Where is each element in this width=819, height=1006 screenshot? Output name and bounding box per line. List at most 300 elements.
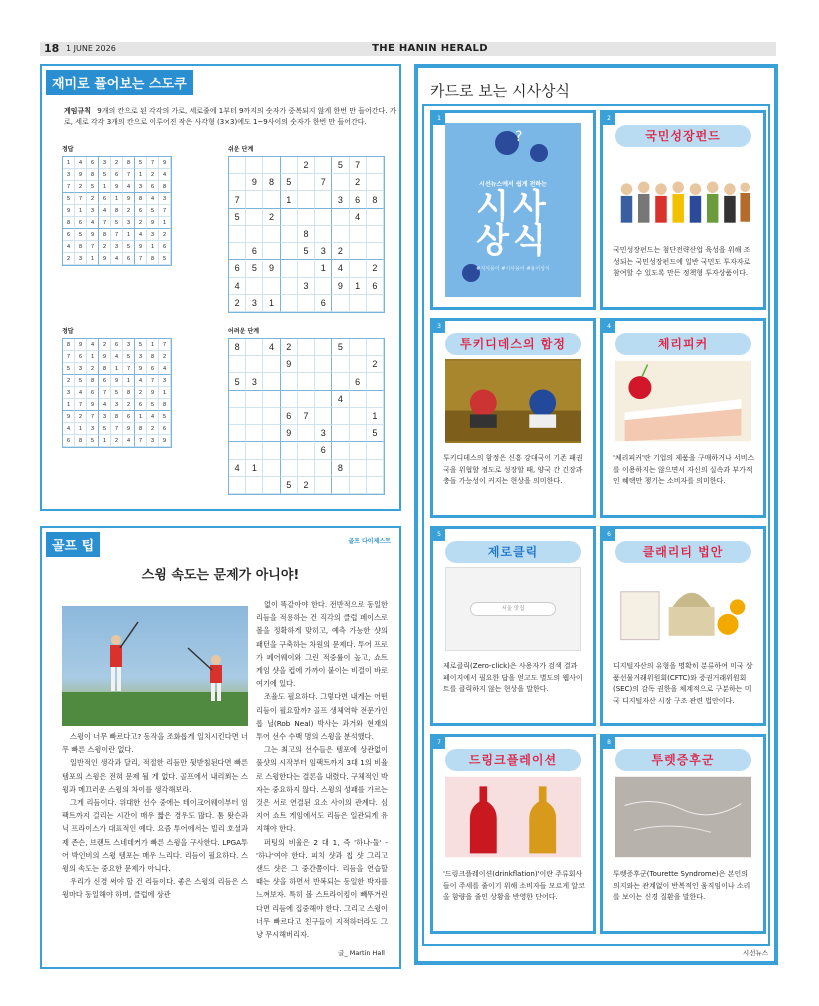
sudoku-cell: 6 <box>229 260 246 277</box>
sudoku-cell <box>281 442 298 459</box>
sudoku-cell: 7 <box>63 181 75 193</box>
card-image-bottles <box>445 775 581 859</box>
sudoku-cell <box>229 243 246 260</box>
sudoku-cell: 4 <box>350 209 367 226</box>
sudoku-cell: 2 <box>111 435 123 447</box>
sudoku-cell: 1 <box>111 363 123 375</box>
sudoku-cell: 4 <box>87 217 99 229</box>
sudoku-cell: 5 <box>281 174 298 191</box>
newspaper-name: THE HANIN HERALD <box>372 43 488 54</box>
sudoku-cell: 7 <box>159 205 171 217</box>
sudoku-cell: 6 <box>350 191 367 208</box>
sudoku-section <box>40 64 401 511</box>
sudoku-cell: 8 <box>135 193 147 205</box>
sudoku-cell <box>263 477 280 494</box>
sudoku-cell: 6 <box>281 408 298 425</box>
sudoku-cell <box>281 260 298 277</box>
golf-paragraph: 스윙이 너무 빠르다고? 동작을 조화롭게 일치시킨다면 너무 빠른 스윙이란 없다. <box>62 732 248 755</box>
sudoku-cell: 5 <box>246 260 263 277</box>
sudoku-cell: 2 <box>123 399 135 411</box>
sudoku-cell: 6 <box>123 411 135 423</box>
sudoku-cell <box>350 260 367 277</box>
sudoku-cell <box>367 391 384 408</box>
sudoku-cell: 4 <box>147 411 159 423</box>
card-description: 투키디데스의 함정은 신흥 강대국이 기존 패권국을 위협할 정도로 성장할 때, 양국 간 긴장과 충돌 가능성이 커지는 현상을 의미한다. <box>443 454 583 485</box>
sudoku-cell: 3 <box>135 181 147 193</box>
sudoku-cell: 1 <box>315 260 332 277</box>
sudoku-cell: 5 <box>111 217 123 229</box>
sudoku-cell: 8 <box>111 205 123 217</box>
sudoku-cell: 9 <box>111 181 123 193</box>
sudoku-cell: 8 <box>99 229 111 241</box>
sudoku-cell: 6 <box>63 435 75 447</box>
card-image-cake <box>615 359 751 443</box>
sudoku-cell: 1 <box>263 295 280 312</box>
sudoku-cell: 7 <box>123 363 135 375</box>
card-number: 7 <box>433 737 445 749</box>
sudoku-cell: 1 <box>147 339 159 351</box>
sudoku-cell: 3 <box>63 169 75 181</box>
sudoku-cell: 8 <box>135 423 147 435</box>
card-title: 투키디데스의 함정 <box>445 333 581 355</box>
sudoku-cell: 7 <box>111 229 123 241</box>
answer-label-1: 정답 <box>62 146 74 153</box>
sudoku-cell: 9 <box>147 387 159 399</box>
sudoku-cell: 7 <box>315 174 332 191</box>
page-header <box>40 42 776 56</box>
card-1 <box>430 110 596 310</box>
card-4 <box>600 318 766 518</box>
sudoku-cell: 9 <box>75 339 87 351</box>
sudoku-cell <box>263 460 280 477</box>
sudoku-cell: 7 <box>111 423 123 435</box>
sudoku-cell <box>229 157 246 174</box>
sudoku-cell: 7 <box>99 387 111 399</box>
sudoku-cell <box>350 243 367 260</box>
sudoku-cell <box>315 226 332 243</box>
sudoku-cell: 4 <box>111 253 123 265</box>
sudoku-cell: 5 <box>229 209 246 226</box>
sudoku-cell <box>367 174 384 191</box>
card-image-capitol <box>615 567 751 651</box>
sudoku-cell: 1 <box>87 253 99 265</box>
sudoku-cell: 3 <box>315 243 332 260</box>
sudoku-cell: 7 <box>123 169 135 181</box>
sudoku-cell: 4 <box>229 460 246 477</box>
sudoku-cell: 2 <box>147 423 159 435</box>
card-number: 1 <box>433 113 445 125</box>
sudoku-cell: 9 <box>87 229 99 241</box>
sudoku-cell: 2 <box>87 363 99 375</box>
sudoku-cell: 4 <box>159 363 171 375</box>
card-description: '드링크플레이션(drinkflation)'이란 주류회사들이 주세를 줄이기 위해 소비자들 모르게 알코올 함량을 줄인 상황을 반영한 단어다. <box>443 870 585 901</box>
sudoku-cell: 1 <box>87 351 99 363</box>
sudoku-cell <box>332 425 349 442</box>
sudoku-cell: 2 <box>281 339 298 356</box>
sudoku-answer-grid-1 <box>62 156 172 266</box>
sudoku-rules <box>64 106 404 128</box>
golf-source: 골프 다이제스트 <box>348 538 391 545</box>
sudoku-cell: 9 <box>87 399 99 411</box>
golf-swing-photo <box>62 606 248 726</box>
sudoku-cell: 2 <box>159 229 171 241</box>
sudoku-cell: 9 <box>99 351 111 363</box>
card-5 <box>430 526 596 726</box>
sudoku-cell: 6 <box>135 399 147 411</box>
sudoku-cell: 2 <box>99 339 111 351</box>
sudoku-cell: 6 <box>315 442 332 459</box>
card-number: 4 <box>603 321 615 333</box>
sudoku-cell <box>281 460 298 477</box>
sudoku-cell: 6 <box>99 193 111 205</box>
sudoku-cell: 3 <box>246 295 263 312</box>
sudoku-cell: 5 <box>159 411 171 423</box>
sudoku-cell: 1 <box>350 278 367 295</box>
golf-paragraph: 그게 리듬이다. 위대한 선수 중에는 테이크어웨이부터 임팩트까지 걸리는 시간이 매우 짧은 경우도 많다. 톰 왓슨과 닉 프라이스가 대표적인 예다. 요즘 투어에서는 빌리 호셜과 제 존슨, 브랜트 스네데커가 빠른 스윙을 구사한다. LPGA투어 박인비의 스윙 템포는 매우 느리다. 리듬이 필요하다. 스윙의 속도는 중요한 문제가 아니다. <box>62 798 248 874</box>
sudoku-cell <box>332 226 349 243</box>
issue-date: 1 JUNE 2026 <box>66 44 116 53</box>
card-image-people <box>615 151 751 235</box>
sudoku-cell: 5 <box>147 399 159 411</box>
sudoku-cell: 7 <box>229 191 246 208</box>
sudoku-cell: 3 <box>99 157 111 169</box>
sudoku-cell: 6 <box>75 217 87 229</box>
sudoku-cell: 2 <box>63 253 75 265</box>
sudoku-cell <box>263 278 280 295</box>
search-box: 서울 맛집 <box>470 602 556 616</box>
sudoku-cell: 7 <box>159 339 171 351</box>
sudoku-cell: 8 <box>367 191 384 208</box>
sudoku-cell: 7 <box>75 399 87 411</box>
sudoku-cell <box>315 356 332 373</box>
golf-paragraph: 조율도 필요하다. 그렇다면 내게는 어떤 리듬이 필요할까? 골프 생체역학 전문가인 롭 닐(Rob Neal) 박사는 과거와 현재의 투어 선수 수백 명의 스윙을 분석했다. <box>256 692 388 742</box>
cover-subtitle: 시선뉴스에서 쉽게 전하는 <box>479 181 547 188</box>
sudoku-cell: 7 <box>99 217 111 229</box>
sudoku-cell: 1 <box>99 181 111 193</box>
sudoku-cell: 4 <box>332 260 349 277</box>
sudoku-cell: 4 <box>123 435 135 447</box>
sudoku-cell: 3 <box>123 339 135 351</box>
card-title: 체리피커 <box>615 333 751 355</box>
card-6 <box>600 526 766 726</box>
sudoku-cell: 9 <box>123 193 135 205</box>
sudoku-cell: 1 <box>111 193 123 205</box>
sudoku-cell: 6 <box>147 363 159 375</box>
sudoku-cell: 6 <box>147 181 159 193</box>
sudoku-cell <box>298 373 315 390</box>
sudoku-cell <box>332 295 349 312</box>
card-image-search <box>445 567 581 651</box>
sudoku-cell: 5 <box>87 435 99 447</box>
sudoku-easy-grid <box>228 156 385 313</box>
sudoku-cell: 2 <box>159 351 171 363</box>
golf-title: 골프 팁 <box>46 532 100 557</box>
sudoku-cell <box>229 477 246 494</box>
sudoku-cell <box>263 191 280 208</box>
sudoku-cell: 2 <box>75 181 87 193</box>
sudoku-cell <box>350 425 367 442</box>
sudoku-cell: 6 <box>87 387 99 399</box>
sudoku-cell: 8 <box>87 375 99 387</box>
sudoku-cell: 8 <box>332 460 349 477</box>
sudoku-answer-grid-2 <box>62 338 172 448</box>
sudoku-cell: 1 <box>135 411 147 423</box>
sudoku-cell: 1 <box>123 375 135 387</box>
sudoku-cell <box>332 408 349 425</box>
sudoku-cell <box>298 295 315 312</box>
card-title: 드링크플레이션 <box>445 749 581 771</box>
sudoku-cell: 7 <box>87 411 99 423</box>
sudoku-cell: 4 <box>99 205 111 217</box>
sudoku-cell: 4 <box>123 181 135 193</box>
hard-label: 어려운 단계 <box>228 328 260 335</box>
sudoku-cell <box>263 356 280 373</box>
sudoku-cell: 5 <box>332 157 349 174</box>
sudoku-cell <box>332 356 349 373</box>
sudoku-cell: 5 <box>75 229 87 241</box>
sudoku-cell <box>298 391 315 408</box>
sudoku-cell: 9 <box>332 278 349 295</box>
answer-label-2: 정답 <box>62 328 74 335</box>
sudoku-cell: 1 <box>147 241 159 253</box>
golf-article-col-2 <box>256 598 388 941</box>
sudoku-cell <box>229 408 246 425</box>
sudoku-cell: 1 <box>123 229 135 241</box>
sudoku-cell: 9 <box>135 363 147 375</box>
sudoku-cell: 9 <box>63 411 75 423</box>
sudoku-cell <box>367 373 384 390</box>
cover-big-title-2: 상식 <box>476 221 550 261</box>
sudoku-cell: 4 <box>147 193 159 205</box>
card-2 <box>600 110 766 310</box>
sudoku-cell <box>263 373 280 390</box>
sudoku-cell: 2 <box>87 193 99 205</box>
sudoku-cell: 8 <box>147 253 159 265</box>
sudoku-cell <box>315 391 332 408</box>
sudoku-cell: 6 <box>99 375 111 387</box>
sudoku-cell: 4 <box>135 375 147 387</box>
sudoku-cell <box>246 191 263 208</box>
sudoku-cell <box>246 339 263 356</box>
sudoku-cell <box>246 278 263 295</box>
sudoku-cell: 7 <box>135 435 147 447</box>
sudoku-cell <box>367 460 384 477</box>
sudoku-cell <box>315 278 332 295</box>
sudoku-cell: 8 <box>63 339 75 351</box>
sudoku-cell: 6 <box>315 295 332 312</box>
sudoku-cell: 1 <box>246 460 263 477</box>
sudoku-cell: 4 <box>111 351 123 363</box>
sudoku-cell: 4 <box>87 339 99 351</box>
sudoku-cell: 9 <box>111 375 123 387</box>
card-image-chessboard <box>445 359 581 443</box>
card-number: 2 <box>603 113 615 125</box>
sudoku-cell: 9 <box>159 157 171 169</box>
golf-paragraph: 그는 최고의 선수들은 템포에 상관없이 풀샷의 시작부터 임팩트까지 3대 1의 비율로 스윙한다는 결론을 내렸다. 구체적인 박자는 중요하지 않다. 스윙의 성패를 가르는 것은 서로 연결된 요소 사이의 관계다. 심지어 쇼트 게임에서도 리듬은 일관되게 유지해야 한다. <box>256 745 388 834</box>
sudoku-cell <box>350 442 367 459</box>
sudoku-cell: 4 <box>263 339 280 356</box>
sudoku-cell <box>350 226 367 243</box>
sudoku-cell: 1 <box>99 435 111 447</box>
sudoku-cell: 1 <box>159 217 171 229</box>
sudoku-cell <box>350 460 367 477</box>
card-title: 투렛증후군 <box>615 749 751 771</box>
sudoku-cell: 6 <box>135 205 147 217</box>
sudoku-cell: 2 <box>332 243 349 260</box>
card-description: 제로클릭(Zero-click)은 사용자가 검색 결과 페이지에서 필요한 답을 얻고도 별도의 웹사이트를 클릭하지 않는 현상을 말한다. <box>443 662 583 693</box>
golf-headline: 스윙 속도는 문제가 아니야! <box>141 568 300 583</box>
sudoku-cell: 8 <box>159 181 171 193</box>
sudoku-cell <box>263 157 280 174</box>
sudoku-cell: 9 <box>123 423 135 435</box>
sudoku-cell <box>281 391 298 408</box>
sudoku-cell: 5 <box>75 375 87 387</box>
sudoku-cell: 5 <box>281 477 298 494</box>
sudoku-cell: 2 <box>350 174 367 191</box>
sudoku-cell: 6 <box>159 241 171 253</box>
sudoku-cell <box>367 295 384 312</box>
sudoku-cell: 2 <box>147 169 159 181</box>
golf-paragraph: 일반적인 생각과 달리, 적절한 리듬만 뒷받침된다면 빠른 템포의 스윙은 전혀 문제 될 게 없다. 골프에서 내리쬐는 스윙과 메끄러운 스윙의 차이를 생각해보라. <box>62 758 248 794</box>
sudoku-cell: 1 <box>135 169 147 181</box>
sudoku-hard-grid <box>228 338 385 495</box>
sudoku-cell: 1 <box>367 408 384 425</box>
sudoku-cell <box>332 477 349 494</box>
sudoku-cell: 3 <box>111 241 123 253</box>
sudoku-cell: 6 <box>111 339 123 351</box>
sudoku-cell <box>246 209 263 226</box>
sudoku-cell: 3 <box>298 278 315 295</box>
sudoku-cell: 4 <box>332 391 349 408</box>
sudoku-cell: 2 <box>367 356 384 373</box>
sudoku-cell: 3 <box>147 435 159 447</box>
sudoku-cell: 9 <box>63 205 75 217</box>
sudoku-cell: 5 <box>123 241 135 253</box>
sudoku-cell <box>332 174 349 191</box>
sudoku-cell: 5 <box>332 339 349 356</box>
card-news-title: 카드로 보는 시사상식 <box>430 82 570 100</box>
sudoku-cell <box>263 408 280 425</box>
sudoku-cell: 5 <box>87 181 99 193</box>
card-image-chalkboard <box>615 775 751 859</box>
rules-label: 게임규칙 <box>64 107 92 115</box>
sudoku-cell <box>246 425 263 442</box>
sudoku-cell <box>246 391 263 408</box>
sudoku-cell: 7 <box>63 351 75 363</box>
sudoku-cell: 4 <box>63 423 75 435</box>
sudoku-cell: 5 <box>111 387 123 399</box>
sudoku-cell: 5 <box>63 193 75 205</box>
sudoku-cell <box>298 442 315 459</box>
sudoku-cell: 2 <box>263 209 280 226</box>
golf-paragraph: 없이 똑같아야 한다. 전반적으로 동일한 리듬을 적용하는 건 직각의 클럽 페이스로 볼을 정확하게 맞히고, 예측 가능한 샷의 패턴을 구축하는 차원의 문제다. 투어 프로가 페어웨이와 그린 적중률이 높고, 쇼트 게임 샷을 컵에 가까이 붙이는 비결이 바로 여기에 있다. <box>256 600 388 689</box>
sudoku-cell: 5 <box>159 253 171 265</box>
golf-byline: 글_ Martin Hall <box>338 949 385 957</box>
sudoku-cell: 8 <box>147 351 159 363</box>
sudoku-cell <box>350 356 367 373</box>
sudoku-cell <box>263 243 280 260</box>
card-number: 6 <box>603 529 615 541</box>
sudoku-cell: 3 <box>123 217 135 229</box>
sudoku-cell: 8 <box>75 241 87 253</box>
sudoku-cell: 9 <box>147 217 159 229</box>
sudoku-cell <box>298 260 315 277</box>
sudoku-cell <box>298 425 315 442</box>
sudoku-cell: 5 <box>298 243 315 260</box>
sudoku-cell <box>315 460 332 477</box>
sudoku-cell <box>315 209 332 226</box>
sudoku-cell <box>298 339 315 356</box>
sudoku-cell: 5 <box>367 425 384 442</box>
sudoku-cell: 3 <box>75 253 87 265</box>
sudoku-cell <box>298 191 315 208</box>
sudoku-cell: 3 <box>87 205 99 217</box>
card-description: 디지털자산의 유형을 명확히 분류하여 미국 상품선물거래위원회(CFTC)와 증권거래위원회(SEC)의 감독 권한을 체계적으로 구분하는 미국 디지털자산 시장 구조 관련 법안이다. <box>613 662 753 705</box>
sudoku-cell <box>298 209 315 226</box>
sudoku-cell: 1 <box>281 191 298 208</box>
sudoku-cell: 5 <box>123 351 135 363</box>
sudoku-cell: 2 <box>63 375 75 387</box>
sudoku-cell: 6 <box>350 373 367 390</box>
sudoku-cell: 6 <box>246 243 263 260</box>
sudoku-cell: 2 <box>75 411 87 423</box>
sudoku-cell <box>263 425 280 442</box>
sudoku-cell: 8 <box>263 174 280 191</box>
sudoku-cell <box>281 209 298 226</box>
cover-image <box>445 123 581 297</box>
card-3 <box>430 318 596 518</box>
sudoku-cell: 7 <box>87 241 99 253</box>
sudoku-cell <box>281 295 298 312</box>
card-title: 국민성장펀드 <box>615 125 751 147</box>
sudoku-cell: 2 <box>229 295 246 312</box>
sudoku-cell <box>281 278 298 295</box>
sudoku-cell: 3 <box>159 193 171 205</box>
sudoku-cell <box>367 477 384 494</box>
sudoku-cell: 8 <box>123 387 135 399</box>
card-8 <box>600 734 766 934</box>
sudoku-cell: 8 <box>99 363 111 375</box>
sudoku-cell: 9 <box>135 241 147 253</box>
sudoku-cell: 8 <box>123 157 135 169</box>
sudoku-cell: 7 <box>350 157 367 174</box>
sudoku-cell: 2 <box>298 477 315 494</box>
sudoku-cell <box>367 157 384 174</box>
easy-label: 쉬운 단계 <box>228 146 254 153</box>
sudoku-cell <box>229 226 246 243</box>
card-news-section <box>414 64 778 965</box>
sudoku-cell: 3 <box>332 191 349 208</box>
sudoku-cell <box>281 373 298 390</box>
sudoku-cell: 1 <box>63 399 75 411</box>
sudoku-cell <box>246 408 263 425</box>
sudoku-cell: 5 <box>135 157 147 169</box>
sudoku-cell <box>298 460 315 477</box>
sudoku-cell: 3 <box>159 375 171 387</box>
sudoku-cell: 8 <box>63 217 75 229</box>
sudoku-cell <box>298 356 315 373</box>
golf-paragraph: 우리가 신경 써야 할 건 리듬이다. 좋은 스윙의 리듬은 스윙마다 동일해야 하며, 클럽에 상관 <box>62 877 248 900</box>
sudoku-cell: 8 <box>111 411 123 423</box>
sudoku-cell <box>367 209 384 226</box>
sudoku-cell <box>332 209 349 226</box>
sudoku-cell: 2 <box>367 260 384 277</box>
sudoku-cell: 3 <box>246 373 263 390</box>
sudoku-cell: 2 <box>135 217 147 229</box>
card-grid <box>422 104 770 946</box>
sudoku-cell: 9 <box>281 356 298 373</box>
sudoku-cell <box>315 408 332 425</box>
